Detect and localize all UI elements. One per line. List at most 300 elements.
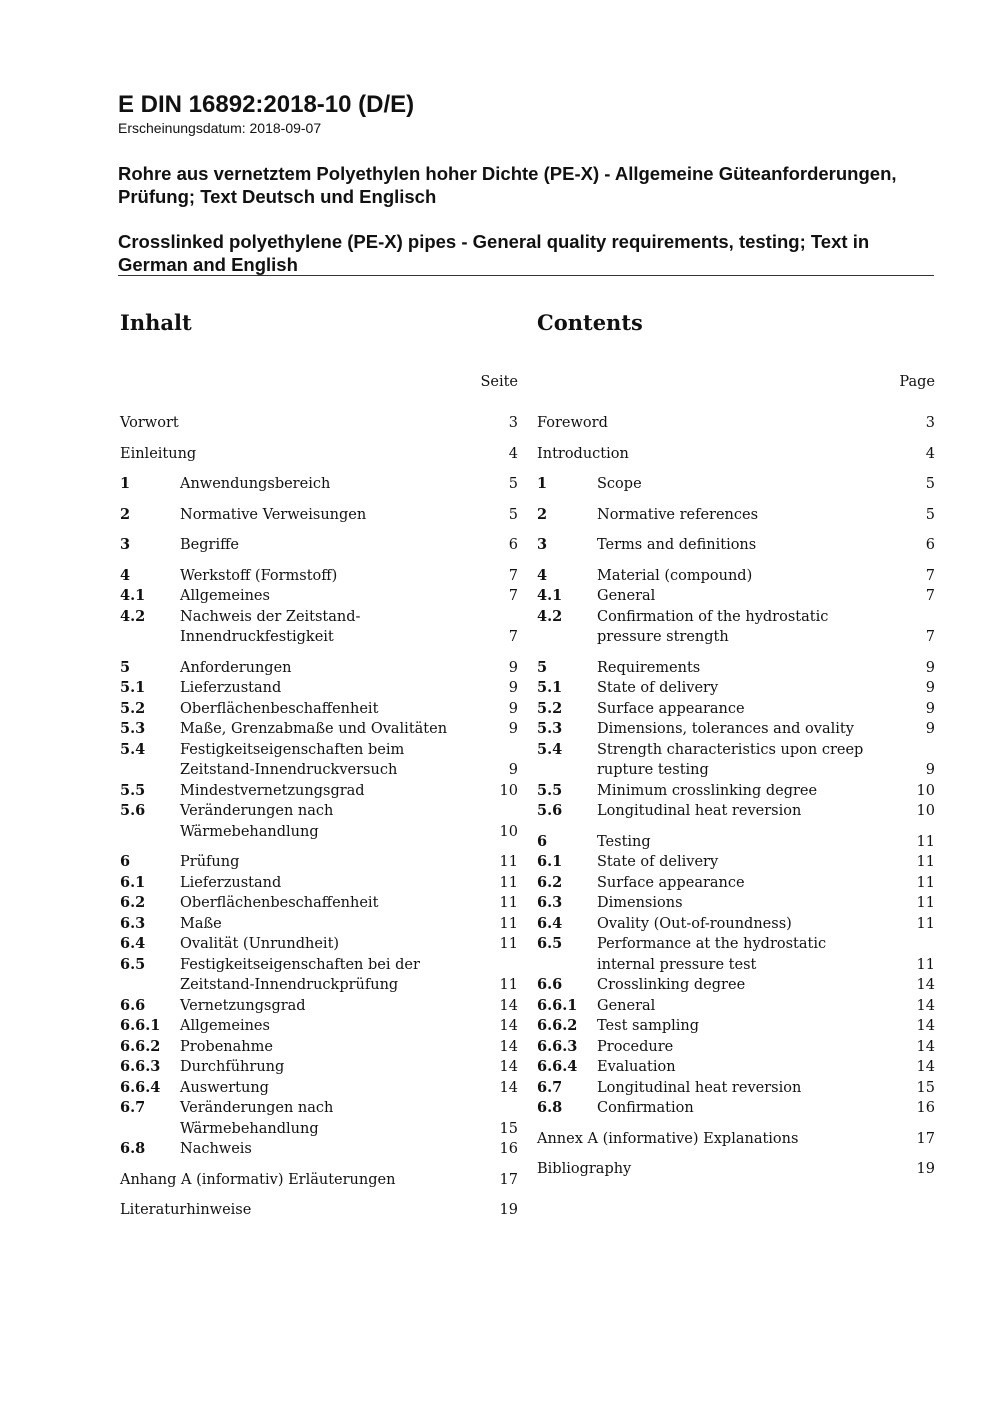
dot-leader [336, 629, 507, 641]
toc-entry-number: 5.5 [537, 781, 563, 799]
toc-entry-page: 17 [499, 1171, 518, 1188]
toc-entry[interactable] [120, 607, 518, 648]
toc-entry[interactable] [537, 1159, 935, 1180]
dot-leader [856, 721, 924, 733]
dot-leader [803, 1080, 914, 1092]
toc-entry-title: rupture testing [597, 762, 709, 778]
toc-entry-number: 1 [537, 475, 548, 492]
toc-entry-number: 2 [120, 505, 131, 523]
toc-entry-title: Dimensions, tolerances and ovality [597, 721, 854, 737]
toc-entry[interactable] [537, 1129, 935, 1150]
dot-leader [720, 854, 914, 866]
dot-leader [653, 834, 915, 846]
toc-entry-page: 16 [499, 1141, 518, 1157]
toc-entry-page: 7 [925, 588, 935, 604]
toc-entry-page: 3 [508, 415, 518, 431]
toc-entry[interactable] [537, 1078, 935, 1099]
toc-entry-page: 7 [508, 629, 518, 645]
toc-entry-title: Anhang A (informativ) Erläuterungen [120, 1171, 396, 1188]
toc-entry[interactable] [120, 586, 518, 607]
toc-entry-number: 6.5 [537, 935, 563, 952]
toc-entry-page: 11 [916, 874, 935, 891]
toc-entry-number: 3 [120, 536, 131, 553]
dot-leader [241, 537, 507, 549]
toc-entry-number: 2 [537, 505, 548, 523]
dot-leader [286, 1059, 497, 1071]
toc-entry-number: 6.8 [537, 1099, 563, 1116]
toc-entry[interactable] [537, 934, 935, 975]
toc-entry[interactable] [120, 1170, 518, 1191]
toc-entry-page: 9 [508, 721, 518, 737]
toc-entry-title: Maße [180, 915, 222, 932]
dot-leader [803, 803, 914, 815]
toc-entry-page: 9 [925, 762, 935, 778]
toc-entry[interactable] [120, 658, 518, 679]
toc-entry-page: 11 [916, 915, 935, 932]
toc-entry-title: Crosslinking degree [597, 977, 746, 993]
dot-leader [758, 957, 914, 969]
toc-entry-title: State of delivery [597, 854, 719, 870]
toc-entry[interactable] [537, 801, 935, 822]
toc-entry-title: Zeitstand-Innendruckprüfung [180, 977, 399, 993]
toc-entry-page: 11 [916, 833, 935, 850]
dot-leader [754, 568, 924, 580]
toc-entry-number: 1 [120, 475, 131, 492]
toc-entry-title: Innendruckfestigkeit [180, 629, 334, 645]
toc-entry-title: Anforderungen [180, 659, 292, 676]
dot-leader [368, 507, 507, 519]
toc-entry-title: Confirmation [597, 1100, 694, 1116]
toc-entry-number: 6.7 [537, 1078, 563, 1096]
toc-entry[interactable] [120, 1098, 518, 1139]
toc-entry[interactable] [537, 699, 935, 720]
toc-entry-number: 6.6.3 [537, 1037, 578, 1055]
toc-list-english [537, 413, 935, 1180]
toc-entry-number: 5.2 [120, 699, 146, 717]
toc-entry-page: 19 [499, 1202, 518, 1218]
toc-entry[interactable] [537, 832, 935, 853]
toc-entry[interactable] [537, 914, 935, 935]
toc-entry-number: 6 [537, 832, 548, 850]
toc-entry-page: 16 [916, 1100, 935, 1116]
toc-entry-page: 11 [499, 936, 518, 952]
toc-entry-title: Allgemeines [180, 588, 270, 604]
toc-entry-title: Surface appearance [597, 700, 745, 717]
dot-leader [657, 588, 923, 600]
dot-leader [224, 916, 498, 928]
toc-entry[interactable] [120, 740, 518, 781]
toc-entry-page: 14 [916, 1038, 935, 1055]
toc-entry-page: 14 [499, 997, 518, 1014]
toc-entry-number: 6.4 [537, 914, 563, 932]
toc-entry-title: Prüfung [180, 854, 240, 870]
toc-entry-number: 5.2 [537, 699, 563, 717]
toc-entry-number: 6.6.2 [120, 1037, 161, 1055]
toc-entry-number: 5.1 [120, 679, 146, 696]
toc-entry-number: 5.4 [537, 740, 563, 758]
toc-entry-number: 4.2 [120, 607, 146, 625]
toc-entry-page: 11 [916, 854, 935, 870]
dot-leader [198, 446, 507, 458]
dot-leader [760, 507, 924, 519]
toc-entry[interactable] [120, 699, 518, 720]
toc-entry-page: 11 [916, 956, 935, 973]
toc-entry-page: 7 [508, 588, 518, 604]
toc-entry-number: 6.6 [537, 976, 563, 993]
toc-entry-title: Minimum crosslinking degree [597, 782, 818, 799]
toc-entry-number: 6 [120, 853, 131, 870]
toc-entry[interactable] [120, 996, 518, 1017]
title-german: Rohre aus vernetztem Polyethylen hoher Dichte (PE-X) - Allgemeine Güteanforderungen, Prüfung; Text Deutsch und Englisch [118, 163, 897, 207]
toc-entry-title: Ovality (Out-of-roundness) [597, 915, 792, 932]
toc-entry-page: 6 [508, 537, 518, 553]
toc-entry[interactable] [120, 413, 518, 434]
dot-leader [711, 762, 924, 774]
toc-entry[interactable] [120, 1057, 518, 1078]
document-header [118, 90, 934, 276]
toc-entry-number: 6.8 [120, 1140, 146, 1157]
toc-entry-number: 5.5 [120, 781, 146, 799]
toc-entry-title: Procedure [597, 1038, 674, 1055]
toc-entry[interactable] [537, 893, 935, 914]
toc-entry-page: 5 [508, 506, 518, 523]
toc-entry-title: Terms and definitions [597, 537, 757, 553]
toc-entry-page: 11 [499, 895, 518, 911]
dot-leader [332, 476, 506, 488]
toc-entry-page: 11 [499, 977, 518, 993]
toc-entry-number: 6.4 [120, 935, 146, 952]
toc-entry[interactable] [120, 955, 518, 996]
dot-leader [800, 1131, 914, 1143]
toc-entry[interactable] [120, 934, 518, 955]
toc-entry[interactable] [537, 678, 935, 699]
dot-leader [339, 568, 507, 580]
page-label-english: Page [899, 374, 935, 390]
toc-entry-title: Ovalität (Unrundheit) [180, 936, 340, 952]
toc-entry[interactable] [537, 740, 935, 781]
dot-leader [758, 537, 924, 549]
toc-entry-page: 9 [508, 680, 518, 696]
dot-leader [271, 1080, 498, 1092]
toc-entry-title: Confirmation of the hydrostatic [597, 608, 829, 625]
toc-entry-title: Normative Verweisungen [180, 506, 367, 523]
toc-entry-number: 6.6.3 [120, 1058, 161, 1075]
dot-leader [449, 721, 507, 733]
dot-leader [685, 895, 915, 907]
toc-entry[interactable] [537, 505, 935, 526]
toc-entry-page: 9 [508, 659, 518, 676]
toc-entry-page: 5 [925, 506, 935, 523]
dot-leader [701, 1018, 915, 1030]
toc-entry[interactable] [120, 781, 518, 802]
toc-entry-page: 14 [499, 1059, 518, 1075]
toc-entry-number: 6.5 [120, 955, 146, 973]
toc-entry-page: 19 [916, 1161, 935, 1177]
toc-entry[interactable] [537, 444, 935, 465]
toc-entry-page: 10 [916, 803, 935, 819]
toc-entry-title: Festigkeitseigenschaften bei der [180, 956, 420, 973]
toc-entry-title: Longitudinal heat reversion [597, 1079, 802, 1096]
toc-heading-english: Contents [537, 310, 643, 335]
toc-entry-title: Mindestvernetzungsgrad [180, 782, 365, 799]
dot-leader [380, 895, 497, 907]
toc-entry-title: Probenahme [180, 1038, 273, 1055]
toc-entry-page: 4 [508, 445, 518, 462]
toc-entry[interactable] [120, 1037, 518, 1058]
toc-entry[interactable] [120, 1078, 518, 1099]
toc-entry-title: Anwendungsbereich [180, 476, 331, 492]
toc-entry-title: Werkstoff (Formstoff) [180, 567, 338, 584]
toc-entry-page: 15 [499, 1120, 518, 1137]
dot-leader [702, 660, 924, 672]
toc-entry-title: Vorwort [120, 415, 179, 431]
toc-entry-number: 5.3 [537, 720, 563, 737]
toc-entry-page: 17 [916, 1130, 935, 1147]
toc-entry-number: 6.6.1 [537, 996, 578, 1014]
toc-entry[interactable] [537, 719, 935, 740]
dot-leader [644, 476, 924, 488]
dot-leader [747, 701, 924, 713]
toc-entry-page: 4 [925, 445, 935, 462]
toc-entry-page: 5 [508, 476, 518, 492]
toc-entry[interactable] [537, 474, 935, 495]
toc-entry-page: 11 [499, 854, 518, 870]
toc-entry-number: 6.6.2 [537, 1017, 578, 1034]
toc-entry[interactable] [537, 586, 935, 607]
toc-entry[interactable] [120, 852, 518, 873]
toc-entry-title: Auswertung [180, 1079, 269, 1096]
toc-entry-number: 6.3 [537, 894, 563, 911]
toc-entry[interactable] [537, 566, 935, 587]
toc-entry-title: Maße, Grenzabmaße und Ovalitäten [180, 721, 448, 737]
toc-entry-title: Dimensions [597, 895, 683, 911]
toc-entry-title: Bibliography [537, 1161, 632, 1177]
toc-entry-title: Test sampling [597, 1018, 700, 1034]
toc-entry-title: Surface appearance [597, 874, 745, 891]
toc-entry-number: 5.6 [120, 802, 146, 819]
toc-entry-page: 14 [499, 1018, 518, 1034]
dot-leader [341, 936, 497, 948]
toc-list-german [120, 413, 518, 1221]
toc-entry-title: Nachweis [180, 1141, 252, 1157]
toc-entry[interactable] [120, 444, 518, 465]
toc-entry-title: General [597, 588, 656, 604]
toc-entry-title: pressure strength [597, 629, 729, 645]
toc-entry-number: 6.6 [120, 996, 146, 1014]
dot-leader [731, 629, 924, 641]
toc-entry[interactable] [120, 914, 518, 935]
toc-entry-title: Nachweis der Zeitstand- [180, 608, 361, 625]
dot-leader [397, 1172, 497, 1184]
toc-entry-title: Longitudinal heat reversion [597, 803, 802, 819]
toc-entry-number: 4.1 [120, 587, 146, 604]
dot-leader [241, 854, 497, 866]
toc-entry[interactable] [537, 996, 935, 1017]
toc-entry-page: 11 [499, 915, 518, 932]
toc-entry-page: 14 [916, 977, 935, 993]
toc-entry[interactable] [537, 1098, 935, 1119]
dot-leader [321, 1121, 498, 1133]
dot-leader [747, 977, 914, 989]
toc-entry-title: Foreword [537, 415, 608, 431]
toc-entry-number: 4.2 [537, 607, 563, 625]
title-english: Crosslinked polyethylene (PE-X) pipes - General quality requirements, testing; Text in German and English [118, 231, 870, 275]
toc-entry-title: Oberflächenbeschaffenheit [180, 700, 379, 717]
toc-entry[interactable] [120, 1200, 518, 1221]
toc-entry[interactable] [120, 474, 518, 495]
toc-entry-page: 9 [925, 700, 935, 717]
toc-entry-title: Festigkeitseigenschaften beim [180, 741, 405, 758]
toc-entry-title: General [597, 997, 656, 1014]
toc-entry-title: Wärmebehandlung [180, 1120, 319, 1137]
toc-entry[interactable] [120, 535, 518, 556]
toc-entry-title: Wärmebehandlung [180, 823, 319, 840]
toc-entry-title: Lieferzustand [180, 680, 282, 696]
toc-entry[interactable] [537, 1057, 935, 1078]
dot-leader [272, 1018, 498, 1030]
toc-entry-title: Oberflächenbeschaffenheit [180, 895, 379, 911]
dot-leader [253, 1202, 497, 1214]
toc-german-column [120, 300, 518, 1221]
toc-entry[interactable] [120, 893, 518, 914]
toc-entry[interactable] [537, 873, 935, 894]
toc-entry[interactable] [537, 1037, 935, 1058]
toc-entry-page: 14 [916, 997, 935, 1014]
toc-entry-number: 6.1 [537, 853, 563, 870]
toc-entry-number: 5.1 [537, 679, 563, 696]
dot-leader [181, 415, 507, 427]
toc-entry-page: 7 [925, 629, 935, 645]
toc-entry-number: 4 [537, 566, 548, 584]
toc-entry-page: 10 [916, 782, 935, 799]
toc-entry-page: 9 [925, 659, 935, 676]
toc-entry-title: Annex A (informative) Explanations [537, 1130, 799, 1147]
dot-leader [399, 762, 506, 774]
toc-entry[interactable] [537, 658, 935, 679]
toc-entry-number: 4.1 [537, 587, 563, 604]
toc-entry-title: Lieferzustand [180, 874, 282, 891]
toc-entry-page: 11 [916, 895, 935, 911]
toc-entry-number: 6.6.4 [537, 1058, 578, 1075]
dot-leader [367, 783, 498, 795]
toc-entry-page: 14 [916, 1018, 935, 1034]
dot-leader [283, 680, 507, 692]
publication-date: Erscheinungsdatum: 2018-09-07 [118, 120, 322, 136]
toc-entry[interactable] [537, 1016, 935, 1037]
toc-entry-title: Allgemeines [180, 1018, 270, 1034]
toc-entry-title: Literaturhinweise [120, 1202, 252, 1218]
dot-leader [308, 998, 498, 1010]
toc-entry[interactable] [120, 1016, 518, 1037]
toc-entry-title: Performance at the hydrostatic [597, 936, 827, 952]
toc-english-column [537, 300, 935, 1180]
dot-leader [275, 1039, 498, 1051]
dot-leader [380, 701, 506, 713]
toc-entry-page: 14 [499, 1038, 518, 1055]
toc-entry-title: Material (compound) [597, 567, 753, 584]
toc-entry[interactable] [537, 607, 935, 648]
dot-leader [720, 680, 924, 692]
toc-entry-title: Requirements [597, 659, 701, 676]
toc-entry[interactable] [120, 801, 518, 842]
toc-entry-number: 6.2 [537, 873, 563, 891]
toc-entry-title: Durchführung [180, 1059, 285, 1075]
toc-entry-page: 9 [508, 762, 518, 778]
toc-entry-page: 7 [508, 567, 518, 584]
toc-entry-page: 7 [925, 567, 935, 584]
toc-entry-title: Strength characteristics upon creep [597, 741, 864, 758]
dot-leader [294, 660, 507, 672]
toc-entry[interactable] [120, 1139, 518, 1160]
toc-entry-title: Veränderungen nach [180, 803, 334, 819]
toc-entry[interactable] [537, 852, 935, 873]
toc-entry-page: 9 [925, 721, 935, 737]
toc-entry-page: 9 [508, 700, 518, 717]
dot-leader [254, 1141, 498, 1153]
toc-entry-number: 3 [537, 536, 548, 553]
page-label-german: Seite [480, 374, 518, 390]
toc-heading-german: Inhalt [120, 310, 192, 335]
toc-entry-title: Begriffe [180, 537, 239, 553]
toc-entry[interactable] [537, 413, 935, 434]
dot-leader [675, 1039, 914, 1051]
toc-entry-number: 5.6 [537, 802, 563, 819]
toc-entry[interactable] [120, 566, 518, 587]
toc-entry-page: 6 [925, 537, 935, 553]
toc-entry-number: 6.7 [120, 1099, 146, 1116]
dot-leader [747, 875, 915, 887]
toc-entry-number: 4 [120, 566, 131, 584]
toc-entry[interactable] [120, 678, 518, 699]
dot-leader [633, 1161, 914, 1173]
toc-entry-page: 5 [925, 476, 935, 492]
toc-entry-title: State of delivery [597, 680, 719, 696]
toc-entry-title: Normative references [597, 506, 759, 523]
toc-entry-number: 6.2 [120, 894, 146, 911]
toc-entry-number: 6.1 [120, 873, 146, 891]
toc-entry-page: 15 [916, 1079, 935, 1096]
toc-entry-title: Introduction [537, 445, 629, 462]
toc-entry-title: Zeitstand-Innendruckversuch [180, 762, 398, 778]
dot-leader [794, 916, 915, 928]
dot-leader [610, 415, 924, 427]
toc-entry[interactable] [537, 975, 935, 996]
toc-entry-page: 9 [925, 680, 935, 696]
header-divider [118, 275, 934, 276]
toc-entry-title: Evaluation [597, 1059, 676, 1075]
dot-leader [657, 998, 914, 1010]
toc-entry-number: 5 [537, 658, 548, 676]
toc-entry-number: 6.3 [120, 914, 146, 932]
toc-entry-title: Veränderungen nach [180, 1100, 334, 1116]
dot-leader [696, 1100, 915, 1112]
toc-entry-title: internal pressure test [597, 956, 757, 973]
toc-entry-page: 14 [499, 1079, 518, 1096]
dot-leader [400, 977, 497, 989]
toc-entry-number: 5 [120, 658, 131, 676]
toc-entry-title: Einleitung [120, 445, 197, 462]
toc-entry-title: Testing [597, 833, 651, 850]
toc-entry[interactable] [120, 719, 518, 740]
dot-leader [631, 446, 924, 458]
toc-entry[interactable] [120, 873, 518, 894]
toc-entry[interactable] [537, 535, 935, 556]
dot-leader [678, 1059, 915, 1071]
toc-entry-page: 14 [916, 1059, 935, 1075]
toc-entry[interactable] [120, 505, 518, 526]
standard-id: E DIN 16892:2018-10 (D/E) [118, 91, 415, 118]
toc-entry[interactable] [537, 781, 935, 802]
